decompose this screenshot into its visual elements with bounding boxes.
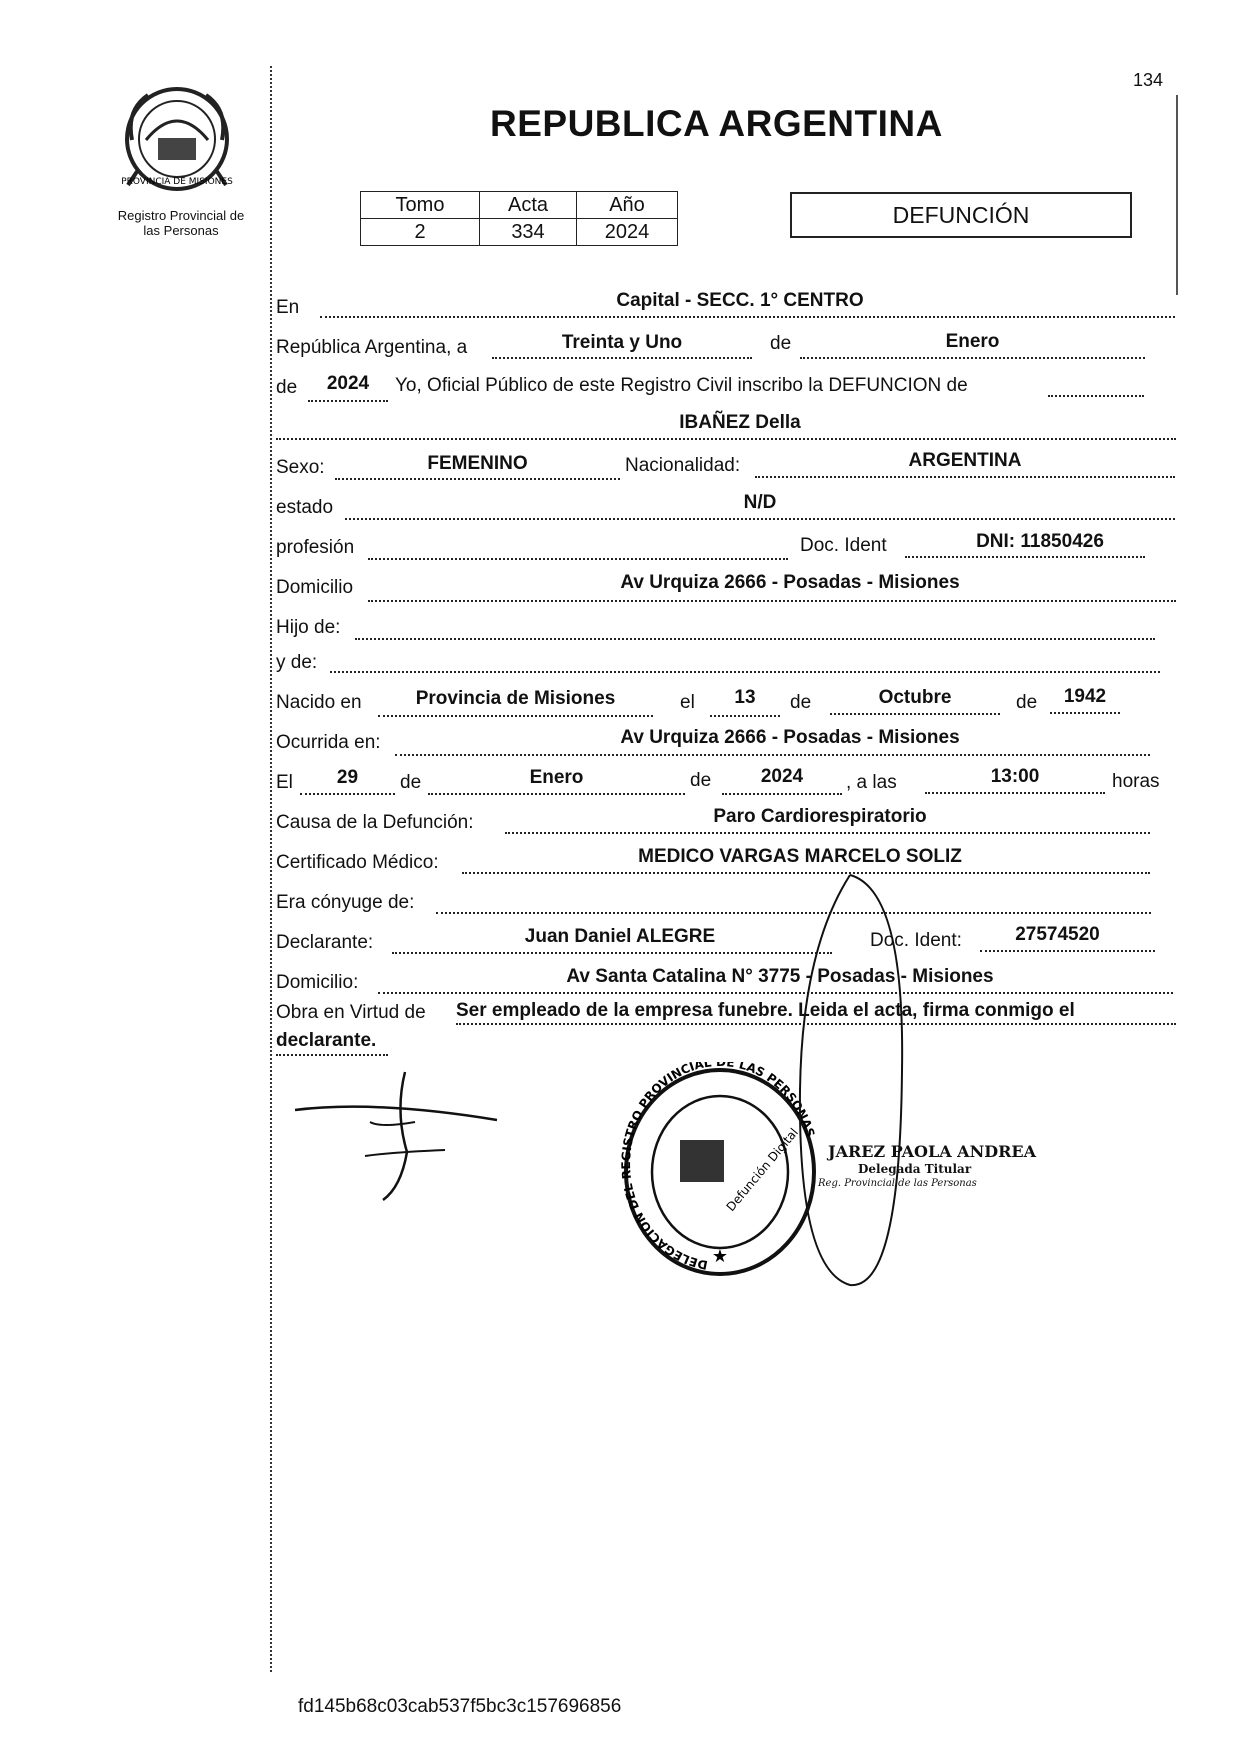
year-value: 2024: [326, 373, 370, 394]
certificado-label: Certificado Médico:: [276, 852, 439, 873]
dotline: [505, 832, 1150, 834]
dotline: [355, 638, 1155, 640]
de-label: de: [1016, 692, 1038, 713]
dotline: [392, 952, 832, 954]
col-tomo: Tomo: [361, 192, 480, 219]
nacido-label: Nacido en: [276, 692, 362, 713]
domicilio2-label: Domicilio:: [276, 972, 359, 993]
left-margin-rule: [270, 66, 272, 1672]
official-role: Delegada Titular: [858, 1162, 972, 1176]
horas-label: horas: [1112, 771, 1160, 792]
official-org: Reg. Provincial de las Personas: [818, 1178, 977, 1189]
col-acta: Acta: [480, 192, 577, 219]
dotline: [980, 950, 1155, 952]
dotline: [1048, 395, 1144, 397]
domicilio-value: Av Urquiza 2666 - Posadas - Misiones: [620, 572, 960, 593]
obra-text: Ser empleado de la empresa funebre. Leida el acta, firma conmigo el: [456, 1000, 1075, 1021]
svg-text:DELEGACION DEL REGISTRO PROVIN: DELEGACION DEL REGISTRO PROVINCIAL DE LAS PERSONAS: [620, 1062, 818, 1273]
muerte-anio: 2024: [760, 766, 804, 787]
nacido-anio: 1942: [1063, 686, 1107, 707]
document-hash: fd145b68c03cab537f5bc3c157696856: [298, 1696, 622, 1717]
certificado-value: MEDICO VARGAS MARCELO SOLIZ: [638, 846, 962, 867]
dotline: [395, 754, 1150, 756]
dotline: [320, 316, 1175, 318]
place-value: Capital - SECC. 1° CENTRO: [616, 290, 864, 311]
official-name: JAREZ PAOLA ANDREA: [828, 1142, 1036, 1161]
de-label: de: [790, 692, 812, 713]
en-label: En: [276, 297, 300, 318]
svg-text:PROVINCIA DE MISIONES: PROVINCIA DE MISIONES: [121, 177, 233, 187]
dotline: [800, 357, 1145, 359]
de-label: de: [400, 772, 422, 793]
declarante-domicilio: Av Santa Catalina N° 3775 - Posadas - Misiones: [566, 966, 994, 987]
dotline: [335, 478, 620, 480]
sexo-label: Sexo:: [276, 457, 325, 478]
yde-label: y de:: [276, 652, 318, 673]
dotline: [368, 600, 1176, 602]
republica-label: República Argentina, a: [276, 337, 468, 358]
official-signature: [790, 870, 910, 1290]
dotline: [830, 713, 1000, 715]
page-number: 134: [1133, 70, 1164, 90]
dotline: [368, 558, 788, 560]
svg-text:Defunción Digital: Defunción Digital: [723, 1125, 801, 1214]
tomo-value: 2: [361, 219, 480, 246]
de-label: de: [276, 377, 298, 398]
day-words: Treinta y Uno: [561, 332, 683, 353]
de-label: de: [690, 770, 712, 791]
domicilio-label: Domicilio: [276, 577, 354, 598]
col-anio: Año: [577, 192, 678, 219]
record-table: [360, 191, 678, 246]
dotline: [492, 357, 752, 359]
ocurrida-label: Ocurrida en:: [276, 732, 381, 753]
dotline: [755, 476, 1175, 478]
el-label: el: [680, 692, 695, 713]
doc-ident-value: DNI: 11850426: [976, 531, 1104, 552]
dotline: [710, 715, 780, 717]
hora-value: 13:00: [990, 766, 1040, 787]
inscribe-text: Yo, Oficial Público de este Registro Civil inscribo la DEFUNCION de: [395, 375, 968, 396]
month-value: Enero: [945, 331, 1000, 352]
declarant-signature: [285, 1062, 515, 1202]
page-title: REPUBLICA ARGENTINA: [490, 103, 943, 144]
muerte-mes: Enero: [529, 767, 584, 788]
estado-label: estado: [276, 497, 334, 518]
dotline: [925, 792, 1105, 794]
dotline: [428, 793, 685, 795]
muerte-dia: 29: [336, 767, 359, 788]
nacionalidad-value: ARGENTINA: [908, 450, 1022, 471]
dotline: [330, 671, 1160, 673]
deceased-name: IBAÑEZ Della: [679, 412, 801, 433]
profesion-label: profesión: [276, 537, 355, 558]
dotline: [378, 715, 653, 717]
declarante-label: Declarante:: [276, 932, 374, 953]
doc-ident2-label: Doc. Ident:: [870, 930, 962, 951]
declarante-value: Juan Daniel ALEGRE: [524, 926, 716, 947]
dotline: [1050, 712, 1120, 714]
provincial-seal-logo: [118, 80, 236, 198]
org-name-line1: Registro Provincial de: [117, 208, 245, 223]
org-name-line2: las Personas: [143, 223, 219, 238]
obra-text2: declarante.: [276, 1030, 377, 1051]
doc-ident-label: Doc. Ident: [800, 535, 887, 556]
estado-value: N/D: [743, 492, 777, 513]
document-type-box: DEFUNCIÓN: [790, 192, 1132, 238]
right-margin-rule: [1176, 95, 1178, 295]
de-label: de: [770, 333, 792, 354]
nacido-lugar: Provincia de Misiones: [415, 688, 616, 709]
el-upper-label: El: [276, 772, 293, 793]
acta-value: 334: [480, 219, 577, 246]
dotline: [300, 793, 395, 795]
nacionalidad-label: Nacionalidad:: [625, 455, 741, 476]
causa-label: Causa de la Defunción:: [276, 812, 474, 833]
dotline: [276, 1054, 388, 1056]
svg-text:★: ★: [711, 1246, 729, 1266]
hijo-label: Hijo de:: [276, 617, 341, 638]
dotline: [308, 400, 388, 402]
obra-label: Obra en Virtud de: [276, 1002, 426, 1023]
org-name: [96, 208, 266, 238]
anio-value: 2024: [577, 219, 678, 246]
dotline: [378, 992, 1173, 994]
nacido-dia: 13: [734, 687, 756, 708]
sexo-value: FEMENINO: [427, 453, 528, 474]
causa-value: Paro Cardiorespiratorio: [713, 806, 927, 827]
dotline: [345, 518, 1175, 520]
dotline: [722, 793, 842, 795]
dotline: [276, 438, 1176, 440]
conyuge-label: Era cónyuge de:: [276, 892, 415, 913]
ocurrida-value: Av Urquiza 2666 - Posadas - Misiones: [620, 727, 960, 748]
alas-label: , a las: [846, 772, 897, 793]
dotline: [905, 556, 1145, 558]
nacido-mes: Octubre: [878, 687, 952, 708]
declarante-doc: 27574520: [1015, 924, 1100, 945]
